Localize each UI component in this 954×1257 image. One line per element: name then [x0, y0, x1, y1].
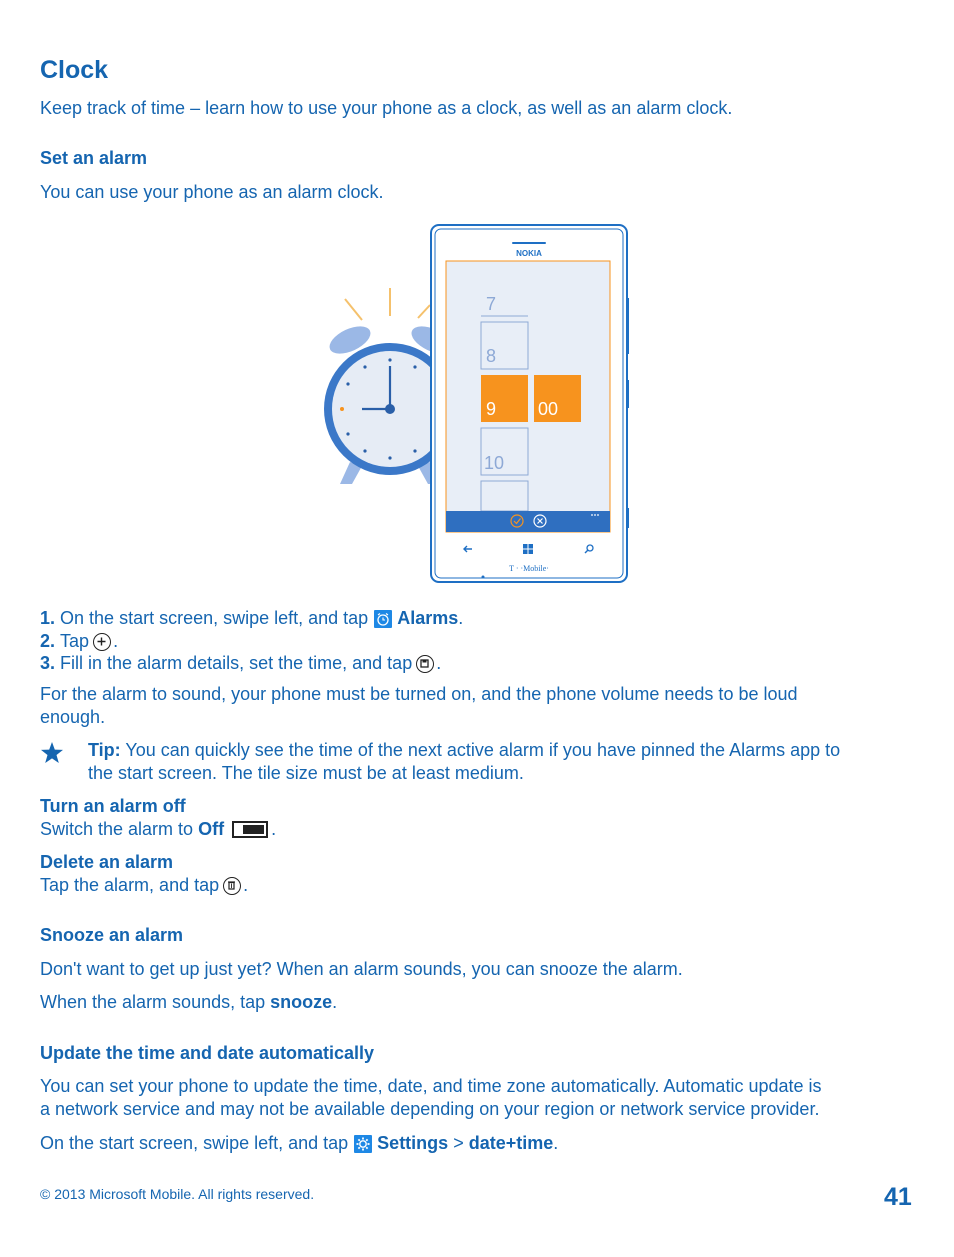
ray-line [418, 305, 430, 318]
tip-label: Tip: [88, 740, 121, 760]
step-1 [40, 607, 463, 630]
clock-tick [413, 449, 416, 452]
clock-center [385, 404, 395, 414]
clock-tick [413, 365, 416, 368]
settings-app-icon [354, 1135, 372, 1153]
app-bar [446, 511, 610, 532]
turn-off-instruction: Switch the alarm to [40, 819, 194, 839]
page-title: Clock [40, 56, 109, 84]
update-heading: Update the time and date automatically [40, 1043, 375, 1063]
phone-power-button [626, 380, 629, 408]
clock-tick [388, 358, 391, 361]
delete-instruction: Tap the alarm, and tap [40, 875, 220, 895]
hour-8: 8 [486, 346, 497, 366]
clock-tick [388, 456, 391, 459]
step-3-text: Fill in the alarm details, set the time, and tap [60, 653, 413, 673]
set-alarm-text: You can use your phone as an alarm clock. [40, 182, 384, 202]
update-line-1: You can set your phone to update the time, date, and time zone automatically. Automatic update is [40, 1076, 822, 1096]
step-1-text: On the start screen, swipe left, and tap [60, 608, 369, 628]
hour-7: 7 [486, 294, 497, 314]
clock-tick [346, 382, 349, 385]
intro-text: Keep track of time – learn how to use your phone as a clock, as well as an alarm clock. [40, 98, 733, 118]
update-path-text: On the start screen, swipe left, and tap [40, 1133, 349, 1153]
phone-carrier: T · ·Mobile· [509, 564, 549, 573]
update-line-2: a network service and may not be available depending on your region or network service provider. [40, 1099, 820, 1119]
delete-text [40, 874, 248, 897]
clock-tick [363, 449, 366, 452]
delete-icon [223, 877, 241, 895]
update-path [40, 1132, 558, 1155]
alarms-app-label: Alarms [397, 608, 459, 628]
phone-brand: NOKIA [516, 249, 542, 258]
snooze-end: . [332, 992, 338, 1012]
update-end: . [553, 1133, 559, 1153]
snooze-text-2 [40, 991, 337, 1014]
save-icon [416, 655, 434, 673]
clock-tick-9 [340, 407, 344, 411]
phone-speaker [512, 242, 546, 244]
toggle-off-icon [232, 821, 268, 838]
phone-camera-button [626, 508, 629, 528]
step-1-number: 1. [40, 608, 56, 628]
more-icon [591, 514, 599, 516]
alarms-app-icon [374, 610, 392, 628]
delete-end: . [243, 875, 249, 895]
date-time-label: date+time [468, 1133, 554, 1153]
copyright-footer: © 2013 Microsoft Mobile. All rights reserved. [40, 1186, 315, 1202]
clock-tick [363, 365, 366, 368]
step-3-number: 3. [40, 653, 56, 673]
snooze-heading: Snooze an alarm [40, 925, 184, 945]
set-alarm-heading: Set an alarm [40, 148, 148, 168]
settings-label: Settings [377, 1133, 449, 1153]
phone-volume-button [626, 298, 629, 354]
delete-heading: Delete an alarm [40, 852, 174, 872]
tip-star-icon [40, 741, 64, 765]
step-2-end: . [113, 631, 119, 651]
off-label: Off [198, 819, 225, 839]
hour-9: 9 [486, 399, 497, 419]
turn-off-text [40, 818, 276, 841]
turn-off-end: . [271, 819, 277, 839]
snooze-label: snooze [270, 992, 333, 1012]
alarm-clock-illustration [318, 222, 638, 588]
alarm-note-line-2: enough. [40, 707, 106, 727]
alarm-note-line-1: For the alarm to sound, your phone must be turned on, and the phone volume needs to be loud [40, 684, 798, 704]
turn-off-heading: Turn an alarm off [40, 796, 186, 816]
minute-00: 00 [538, 399, 559, 419]
page-number: 41 [884, 1183, 912, 1211]
tip-line-1 [88, 739, 840, 762]
step-2 [40, 630, 118, 653]
step-3-end: . [436, 653, 442, 673]
toggle-knob [237, 825, 242, 834]
path-separator: > [453, 1133, 464, 1153]
step-2-text: Tap [60, 631, 90, 651]
step-1-end: . [458, 608, 464, 628]
step-3 [40, 652, 441, 675]
ray-line [345, 299, 362, 320]
add-icon [93, 633, 111, 651]
snooze-text-1: Don't want to get up just yet? When an alarm sounds, you can snooze the alarm. [40, 959, 683, 979]
hour-10: 10 [484, 453, 505, 473]
snooze-instruction: When the alarm sounds, tap [40, 992, 266, 1012]
tip-line-2: the start screen. The tile size must be at least medium. [88, 763, 524, 783]
phone-mic [482, 576, 485, 579]
tip-text-1: You can quickly see the time of the next active alarm if you have pinned the Alarms app to [125, 740, 841, 760]
toggle-track [243, 825, 264, 834]
clock-tick [346, 432, 349, 435]
step-2-number: 2. [40, 631, 56, 651]
